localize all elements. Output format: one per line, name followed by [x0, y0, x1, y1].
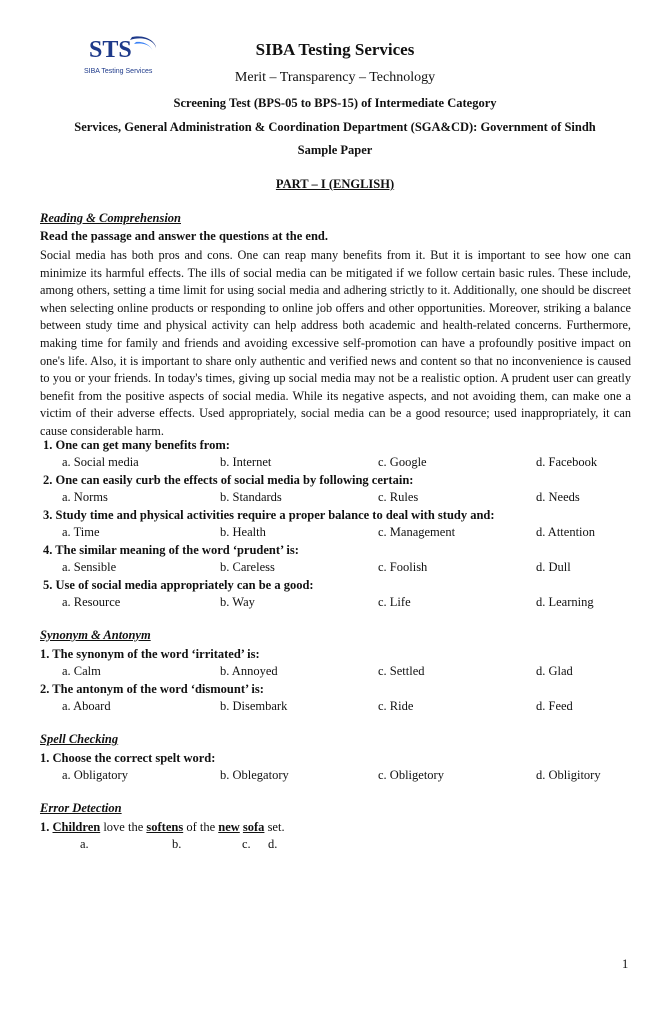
option-c: c. Life — [378, 595, 411, 609]
option-d: d. Learning — [536, 595, 594, 609]
error-word-b: softens — [146, 820, 184, 834]
organization-name: SIBA Testing Services — [255, 40, 415, 59]
option-b: b. Standards — [220, 490, 282, 504]
question-number: 1. — [40, 820, 50, 834]
option-d: d. Glad — [536, 664, 573, 678]
sentence-text: love the — [103, 820, 144, 834]
option-a: a. Sensible — [62, 560, 117, 574]
error-sentence — [40, 820, 285, 835]
synonym-heading: Synonym & Antonym — [40, 628, 151, 642]
option-d: d. Facebook — [536, 455, 598, 469]
question-text: 3. Study time and physical activities require a proper balance to deal with study and: — [43, 508, 495, 522]
sentence-text: set. — [267, 820, 285, 834]
error-word-d: sofa — [242, 820, 265, 834]
error-label-b: b. — [172, 837, 182, 851]
option-a: a. Resource — [62, 595, 121, 609]
question-text: 1. The synonym of the word ‘irritated’ is: — [40, 647, 260, 661]
option-a: a. Obligatory — [62, 768, 128, 782]
option-b: b. Careless — [220, 560, 275, 574]
logo-subtitle: SIBA Testing Services — [84, 68, 153, 75]
error-word-c: new — [218, 820, 240, 834]
option-d: d. Needs — [536, 490, 580, 504]
option-c: c. Settled — [378, 664, 425, 678]
option-c: c. Obligetory — [378, 768, 444, 782]
option-d: d. Attention — [536, 525, 596, 539]
reading-heading: Reading & Comprehension — [40, 211, 181, 225]
error-word-a: Children — [52, 820, 101, 834]
option-b: b. Way — [220, 595, 255, 609]
part-heading: PART – I (ENGLISH) — [275, 177, 395, 191]
question-text: 4. The similar meaning of the word ‘prudent’ is: — [43, 543, 299, 557]
option-a: a. Time — [62, 525, 100, 539]
page-number: 1 — [622, 957, 629, 971]
option-a: a. Norms — [62, 490, 108, 504]
option-b: b. Health — [220, 525, 266, 539]
motto: Merit – Transparency – Technology — [234, 70, 436, 85]
question-text: 5. Use of social media appropriately can be a good: — [43, 578, 314, 592]
option-a: a. Aboard — [62, 699, 111, 713]
option-c: c. Google — [378, 455, 427, 469]
option-c: c. Management — [378, 525, 456, 539]
error-label-c: c. — [242, 837, 251, 851]
reading-instruction: Read the passage and answer the questions at the end. — [40, 229, 328, 243]
question-text: 1. Choose the correct spelt word: — [40, 751, 216, 765]
option-a: a. Social media — [62, 455, 139, 469]
option-a: a. Calm — [62, 664, 101, 678]
option-b: b. Annoyed — [220, 664, 278, 678]
error-heading: Error Detection — [40, 801, 122, 815]
test-title: Screening Test (BPS-05 to BPS-15) of Intermediate Category — [173, 96, 497, 110]
spell-heading: Spell Checking — [40, 732, 119, 746]
question-text: 1. One can get many benefits from: — [43, 438, 230, 452]
option-c: c. Rules — [378, 490, 419, 504]
sentence-text: of the — [186, 820, 216, 834]
question-text: 2. One can easily curb the effects of social media by following certain: — [43, 473, 414, 487]
option-b: b. Internet — [220, 455, 272, 469]
option-c: c. Ride — [378, 699, 414, 713]
option-b: b. Disembark — [220, 699, 288, 713]
option-c: c. Foolish — [378, 560, 428, 574]
logo-text: STS — [89, 37, 132, 63]
question-text: 2. The antonym of the word ‘dismount’ is: — [40, 682, 264, 696]
reading-passage: Social media has both pros and cons. One can reap many benefits from it. But it is important to see how one can minimize its harmful effects. The ills of social media can be mitigated if we follow certain basic rules. These include, among others, setting a time limit for using social media and adhering strictly to it. Additionally, one should be discreet when selecting online products or responding to online job offers and other opportunities. Moreover, striking a balance between study time and physical activity can help address both academic and health-related concerns. Furthermore, making time for family and friends and avoiding excessive self-promotion can have a profoundly positive impact on one's life. Also, it is important to share only authentic and verified news and content so that no inconvenience is caused to you or your friends. In today's times, giving up social media may not be a realistic option. A prudent user can greatly benefit from the positive aspects of social media. While its negative aspects, and not avoiding them, can make one a victim of their adverse effects. Used appropriately, social media can be a good resource; used inappropriately, it can cause considerable harm. — [40, 248, 631, 438]
department: Services, General Administration & Coordination Department (SGA&CD): Government of Sindh — [74, 120, 596, 134]
option-d: d. Obligitory — [536, 768, 601, 782]
option-d: d. Feed — [536, 699, 573, 713]
paper-type: Sample Paper — [297, 143, 373, 157]
option-b: b. Oblegatory — [220, 768, 289, 782]
error-label-d: d. — [268, 837, 278, 851]
error-label-a: a. — [80, 837, 89, 851]
option-d: d. Dull — [536, 560, 571, 574]
